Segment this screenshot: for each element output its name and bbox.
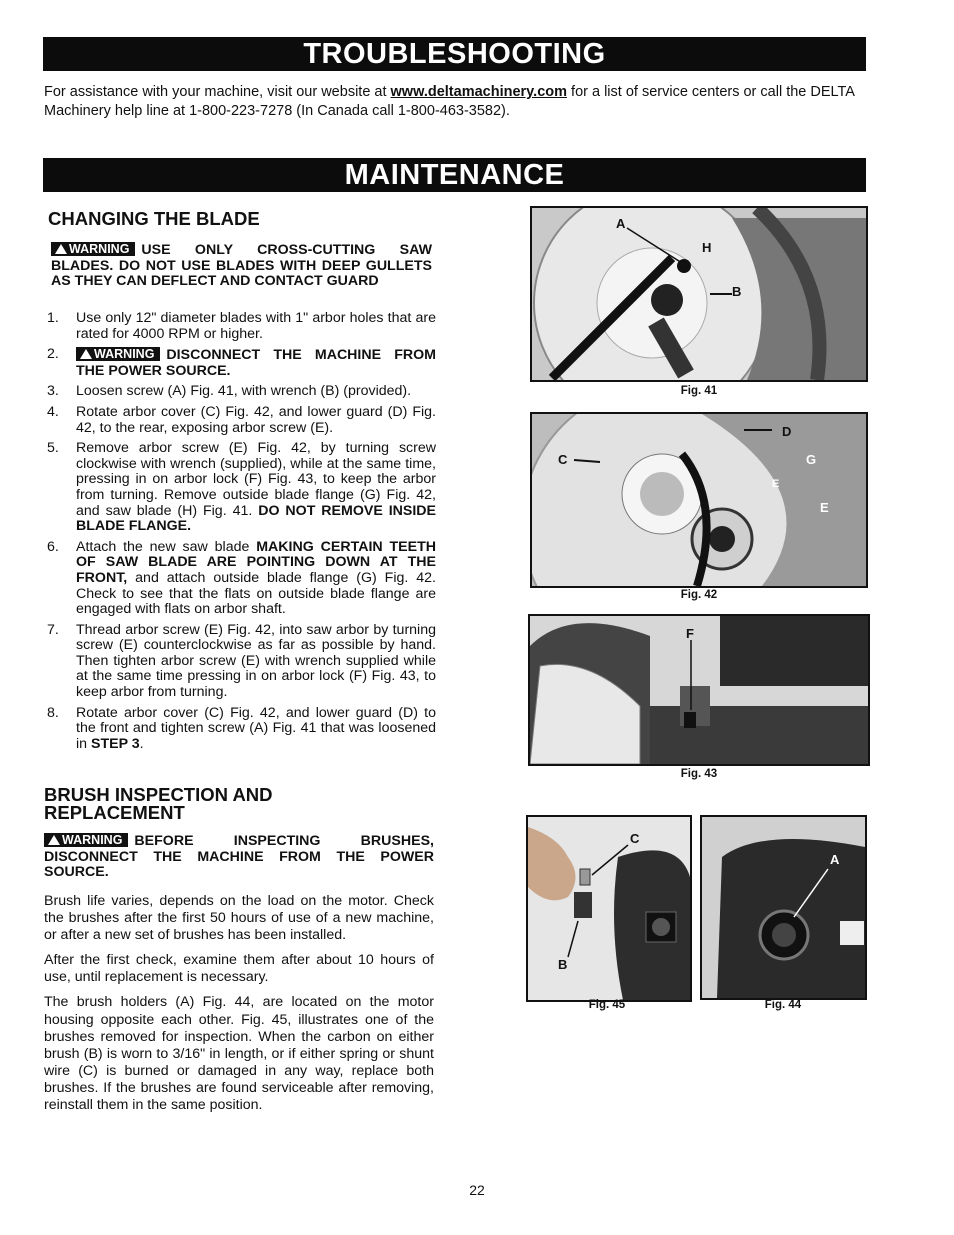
callout-label: F <box>686 626 694 641</box>
brush-paragraph: Brush life varies, depends on the load on the motor. Check the brushes after the first 50 hours of use of a new machine, or after a new set of brushes has been installed. <box>44 893 434 944</box>
callout-label: A <box>616 216 626 231</box>
fig-42-image <box>530 412 868 588</box>
brush-paragraph: The brush holders (A) Fig. 44, are located on the motor housing opposite each other. Fig. 45, illustrates one of the brushes removed for inspection. When the carbon on either brush (B) is worn to 3/16" in length, or if either spring or shunt wire (C) is burned or damaged in any way, replace both brushes. If the brushes are found serviceable after removing, reinstall them in the same position. <box>44 994 434 1114</box>
fig-44-caption: Fig. 44 <box>764 999 802 1011</box>
fig-44-image <box>700 815 867 1000</box>
fig-45-image <box>526 815 692 1002</box>
brush-warning-text: BEFORE INSPECTING BRUSHES, DISCONNECT THE MACHINE FROM THE POWER SOURCE. <box>44 833 434 881</box>
step-3: 3. Loosen screw (A) Fig. 41, with wrench (B) (provided). <box>47 383 412 400</box>
assistance-paragraph <box>44 83 864 120</box>
step-7: 7. Thread arbor screw (E) Fig. 42, into saw arbor by turning screw (E) counterclockwise as far as possible by hand. Then tighten arbor screw (E) with wrench supplied while at the same time pressing in on arbor lock (F) Fig. 43, to keep arbor from turning. <box>47 621 436 701</box>
brush-paragraph: After the first check, examine them after about 10 hours of use, until replacement is necessary. <box>44 952 434 986</box>
brush-warning <box>44 833 434 881</box>
maintenance-banner <box>43 158 866 192</box>
callout-label: B <box>732 284 742 299</box>
warning-badge: WARNING <box>51 242 135 256</box>
warning-triangle-icon <box>80 349 92 359</box>
callout-label: C <box>630 831 640 846</box>
callout-label: H <box>702 240 712 255</box>
warning-badge: WARNING <box>44 833 128 847</box>
assistance-text-2: for a list of service centers or call the DELTA Machinery help line at 1-800-223-7278 (In Canada call 1-800-463-3582). <box>44 84 855 119</box>
warning-triangle-icon <box>48 835 60 845</box>
brush-heading: BRUSH INSPECTION AND REPLACEMENT <box>44 784 273 823</box>
brush-paragraphs <box>44 893 434 1122</box>
troubleshooting-banner <box>43 37 866 71</box>
fig-45-caption: Fig. 45 <box>588 999 626 1011</box>
maintenance-title: MAINTENANCE <box>344 159 565 191</box>
callout-label: E <box>820 500 829 515</box>
warning-triangle-icon <box>55 244 67 254</box>
fig-43-caption: Fig. 43 <box>680 768 718 780</box>
step-6: 6. Attach the new saw blade MAKING CERTAIN TEETH OF SAW BLADE ARE POINTING DOWN AT THE FRONT, and attach outside blade flange (G) Fig. 42. Check to see that the flats on outside blade flange are engaged with flats on arbor shaft. <box>47 538 436 618</box>
callout-label: E <box>772 478 780 490</box>
troubleshooting-title: TROUBLESHOOTING <box>303 38 606 70</box>
callout-label: D <box>782 424 792 439</box>
callout-label: B <box>558 957 568 972</box>
changing-blade-heading: CHANGING THE BLADE <box>48 208 260 229</box>
warning-badge: WARNING <box>76 347 160 361</box>
page-number: 22 <box>469 1182 485 1198</box>
fig-43-image <box>528 614 870 766</box>
website-link[interactable]: www.deltamachinery.com <box>390 84 568 100</box>
step-8: 8. Rotate arbor cover (C) Fig. 42, and lower guard (D) to the front and tighten screw (A) Fig. 41 that was loosened in STEP 3. <box>47 704 436 752</box>
blade-steps <box>44 311 436 757</box>
fig-41-caption: Fig. 41 <box>680 385 718 397</box>
blade-warning-text: USE ONLY CROSS-CUTTING SAW BLADES. DO NOT USE BLADES WITH DEEP GULLETS AS THEY CAN DEFLECT AND CONTACT GUARD <box>51 242 432 290</box>
step-1: 1. Use only 12" diameter blades with 1" arbor holes that are rated for 4000 RPM or higher. <box>47 310 436 342</box>
assistance-text-1: For assistance with your machine, visit our website at <box>44 84 391 100</box>
step-2: 2. WARNING DISCONNECT THE MACHINE FROM THE POWER SOURCE. <box>47 346 436 379</box>
callout-label: C <box>558 452 568 467</box>
callout-label: G <box>806 452 817 467</box>
step-5: 5. Remove arbor screw (E) Fig. 42, by turning screw clockwise with wrench (supplied), while at the same time, pressing in on arbor lock (F) Fig. 43, to keep the arbor from turning. Remove outside blade flange (G) Fig. 42, and saw blade (H) Fig. 41. DO NOT REMOVE INSIDE BLADE FLANGE. <box>47 440 436 535</box>
blade-warning <box>51 242 432 290</box>
step-4: 4. Rotate arbor cover (C) Fig. 42, and lower guard (D) Fig. 42, to the rear, exposing arbor screw (E). <box>47 403 436 436</box>
callout-label: A <box>830 852 840 867</box>
fig-42-caption: Fig. 42 <box>680 589 718 601</box>
fig-41-image <box>530 206 868 382</box>
